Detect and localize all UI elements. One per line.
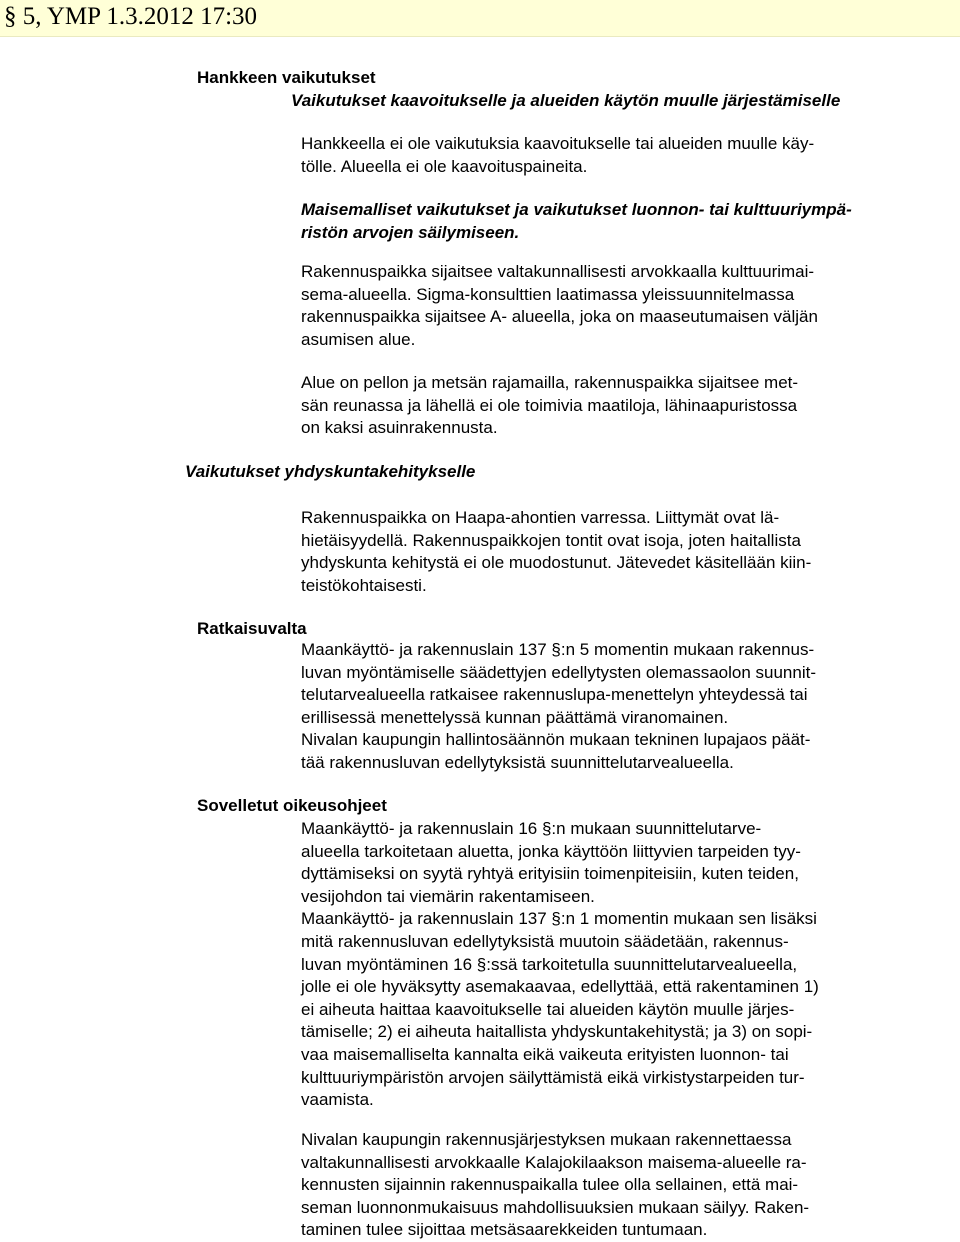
text-line: asumisen alue. xyxy=(301,329,416,349)
heading-ratkaisuvalta: Ratkaisuvalta xyxy=(197,619,307,638)
paragraph-yhdyskuntakehitys xyxy=(301,507,911,597)
text-line: dyttämiseksi on syytä ryhtyä erityisiin toimenpiteisiin, kuten teiden, xyxy=(301,864,799,884)
text-line: erillisessä menettelyssä kunnan päättämä viranomainen. xyxy=(301,707,729,727)
text-line: Maisemalliset vaikutukset ja vaikutukset luonnon- tai kulttuuriympä- xyxy=(301,200,852,219)
text-line: vesijohdon tai viemärin rakentamiseen. xyxy=(301,886,595,906)
text-line: Rakennuspaikka on Haapa-ahontien varressa. Liittymät ovat lä- xyxy=(301,508,780,527)
text-line: yhdyskunta kehitystä ei ole muodostunut. Jätevedet käsitellään kiin- xyxy=(301,553,812,573)
text-line: vaa maisemalliselta kannalta eikä vaikeuta erityisten luonnon- tai xyxy=(301,1044,789,1064)
text-line: teistökohtaisesti. xyxy=(301,575,427,595)
text-line: ei aiheuta haittaa kaavoitukselle tai alueiden käytön muulle järjes- xyxy=(301,999,795,1019)
text-line: valtakunnallisesti arvokkaalle Kalajokilaakson maisema-alueelle ra- xyxy=(301,1152,807,1172)
text-line: Rakennuspaikka sijaitsee valtakunnallisesti arvokkaalla kulttuurimai- xyxy=(301,262,815,281)
text-line: luvan myöntäminen 16 §:ssä tarkoitetulla suunnittelutarvealueella, xyxy=(301,954,798,974)
text-line: luvan myöntämiselle säädettyjen edellytysten olemassaolon suunnit- xyxy=(301,662,817,682)
text-line: alueella tarkoitetaan aluetta, jonka käyttöön liittyvien tarpeiden tyy- xyxy=(301,841,801,861)
text-line: seman luonnonmukaisuus mahdollisuuksien mukaan säilyy. Raken- xyxy=(301,1197,810,1217)
text-line: mitä rakennusluvan edellytyksistä muutoin säädetään, rakennus- xyxy=(301,931,789,951)
paragraph-rakennusjarjestys xyxy=(301,1129,911,1242)
text-line: hietäisyydellä. Rakennuspaikkojen tontit ovat isoja, joten haitallista xyxy=(301,530,801,550)
text-line: Nivalan kaupungin rakennusjärjestyksen mukaan rakennettaessa xyxy=(301,1130,792,1149)
text-line: sema-alueella. Sigma-konsulttien laatimassa yleissuunnitelmassa xyxy=(301,284,795,304)
text-line: tölle. Alueella ei ole kaavoituspaineita. xyxy=(301,156,588,176)
text-line: telutarvealueella ratkaisee rakennuslupa-menettelyn yhteydessä tai xyxy=(301,685,808,705)
text-line: on kaksi asuinrakennusta. xyxy=(301,418,498,438)
text-line: ristön arvojen säilymiseen. xyxy=(301,222,520,242)
heading-sovelletut-oikeusohjeet: Sovelletut oikeusohjeet xyxy=(197,796,387,815)
text-line: Maankäyttö- ja rakennuslain 16 §:n mukaan suunnittelutarve- xyxy=(301,819,762,838)
text-line: jolle ei ole hyväksytty asemakaavaa, edellyttää, että rakentaminen 1) xyxy=(301,977,819,997)
header-bar xyxy=(0,0,960,37)
header-section-date: § 5, YMP 1.3.2012 17:30 xyxy=(4,3,258,30)
text-line: sän reunassa ja lähellä ei ole toimivia maatiloja, lähinaapuristossa xyxy=(301,395,798,415)
paragraph-alue xyxy=(301,372,911,440)
text-line: Hankkeella ei ole vaikutuksia kaavoitukselle tai alueiden muulle käy- xyxy=(301,134,815,153)
paragraph-oikeusohjeet xyxy=(301,818,911,1112)
text-line: tää rakennusluvan edellytyksistä suunnittelutarvealueella. xyxy=(301,752,734,772)
subheading-kaavoitus: Vaikutukset kaavoitukselle ja alueiden käytön muulle järjestämiselle xyxy=(291,91,841,110)
heading-yhdyskuntakehitys: Vaikutukset yhdyskuntakehitykselle xyxy=(185,462,476,481)
text-line: Nivalan kaupungin hallintosäännön mukaan tekninen lupajaos päät- xyxy=(301,730,811,750)
paragraph-kaavoitus xyxy=(301,133,911,178)
paragraph-kulttuurimaisema xyxy=(301,261,911,351)
text-line: rakennuspaikka sijaitsee A- alueella, joka on maaseutumaisen väljän xyxy=(301,307,818,327)
text-line: Maankäyttö- ja rakennuslain 137 §:n 1 momentin mukaan sen lisäksi xyxy=(301,909,817,929)
text-line: taminen tulee sijoittaa metsäsaarekkeiden tuntumaan. xyxy=(301,1220,708,1240)
heading-hankkeen-vaikutukset: Hankkeen vaikutukset xyxy=(197,68,376,87)
heading-maisemalliset-vaikutukset xyxy=(301,199,911,244)
text-line: kulttuuriympäristön arvojen säilyttämistä eikä virkistystarpeiden tur- xyxy=(301,1067,805,1087)
text-line: Maankäyttö- ja rakennuslain 137 §:n 5 momentin mukaan rakennus- xyxy=(301,640,815,659)
text-line: tämiselle; 2) ei aiheuta haitallista yhdyskuntakehitystä; ja 3) on sopi- xyxy=(301,1022,813,1042)
text-line: Alue on pellon ja metsän rajamailla, rakennuspaikka sijaitsee met- xyxy=(301,373,799,392)
text-line: kennusten sijainnin rakennuspaikalla tulee olla sellainen, että mai- xyxy=(301,1175,799,1195)
paragraph-ratkaisuvalta xyxy=(301,639,911,775)
text-line: vaamista. xyxy=(301,1090,374,1110)
